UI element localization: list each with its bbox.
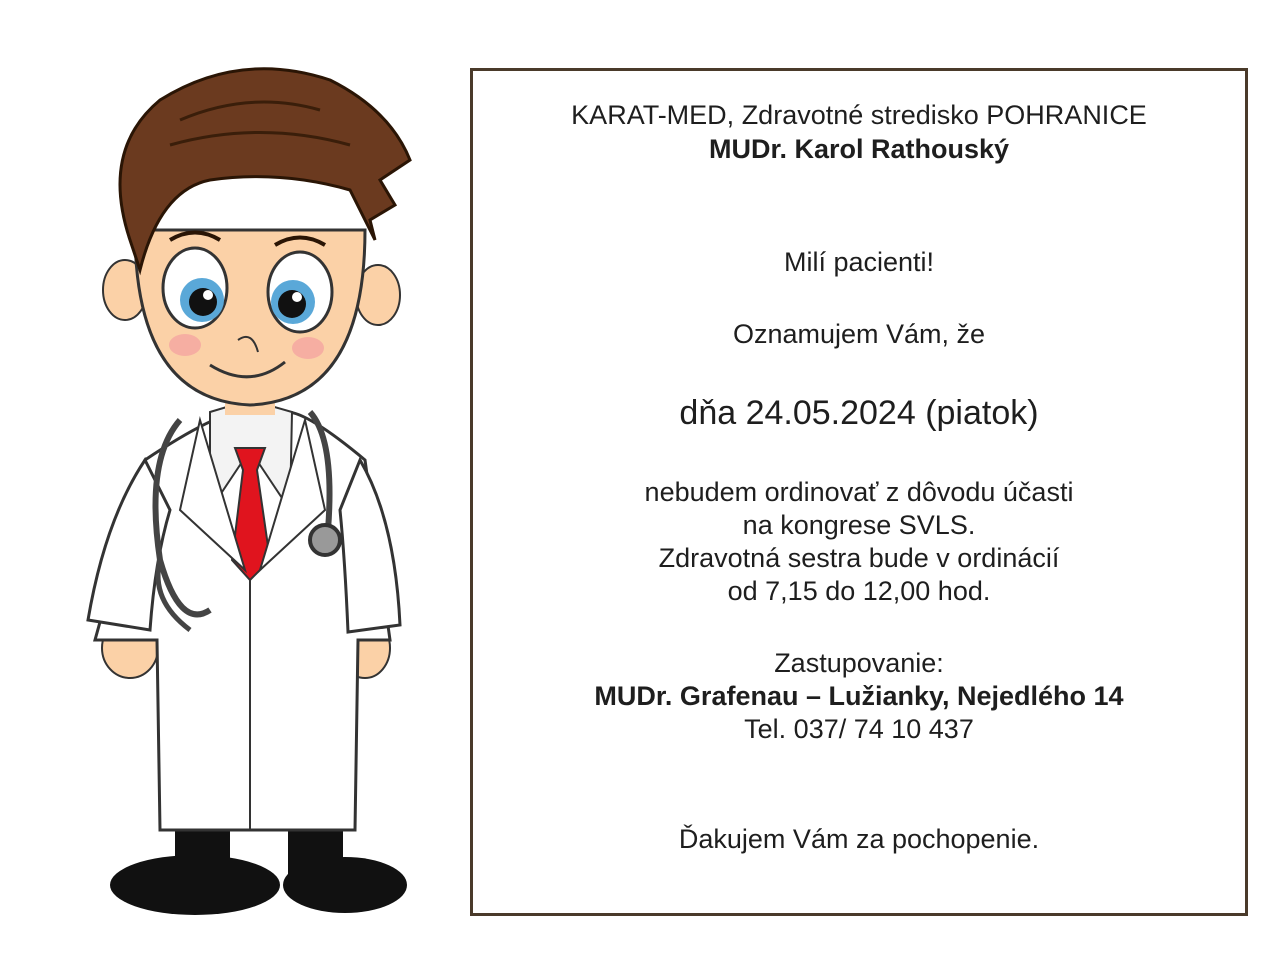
doctor-illustration <box>60 40 440 940</box>
substitute-label: Zastupovanie: <box>774 648 944 678</box>
closing-text: Ďakujem Vám za pochopenie. <box>678 824 1040 854</box>
clinic-name: KARAT-MED, Zdravotné stredisko POHRANICE <box>571 100 1147 130</box>
reason-line-4: od 7,15 do 12,00 hod. <box>727 576 991 606</box>
notice-box <box>470 68 1248 916</box>
reason-line-3: Zdravotná sestra bude v ordinácií <box>658 543 1060 573</box>
intro-text: Oznamujem Vám, že <box>732 319 986 349</box>
face <box>135 230 365 405</box>
reason-line-2: na kongrese SVLS. <box>742 510 976 540</box>
substitute-name: MUDr. Grafenau – Lužianky, Nejedlého 14 <box>594 681 1124 711</box>
greeting: Milí pacienti! <box>783 247 935 277</box>
substitute-phone: Tel. 037/ 74 10 437 <box>744 714 974 744</box>
reason-line-1: nebudem ordinovať z dôvodu účasti <box>644 477 1074 507</box>
doctor-name: MUDr. Karol Rathouský <box>708 134 1010 164</box>
absence-date: dňa 24.05.2024 (piatok) <box>679 394 1039 432</box>
